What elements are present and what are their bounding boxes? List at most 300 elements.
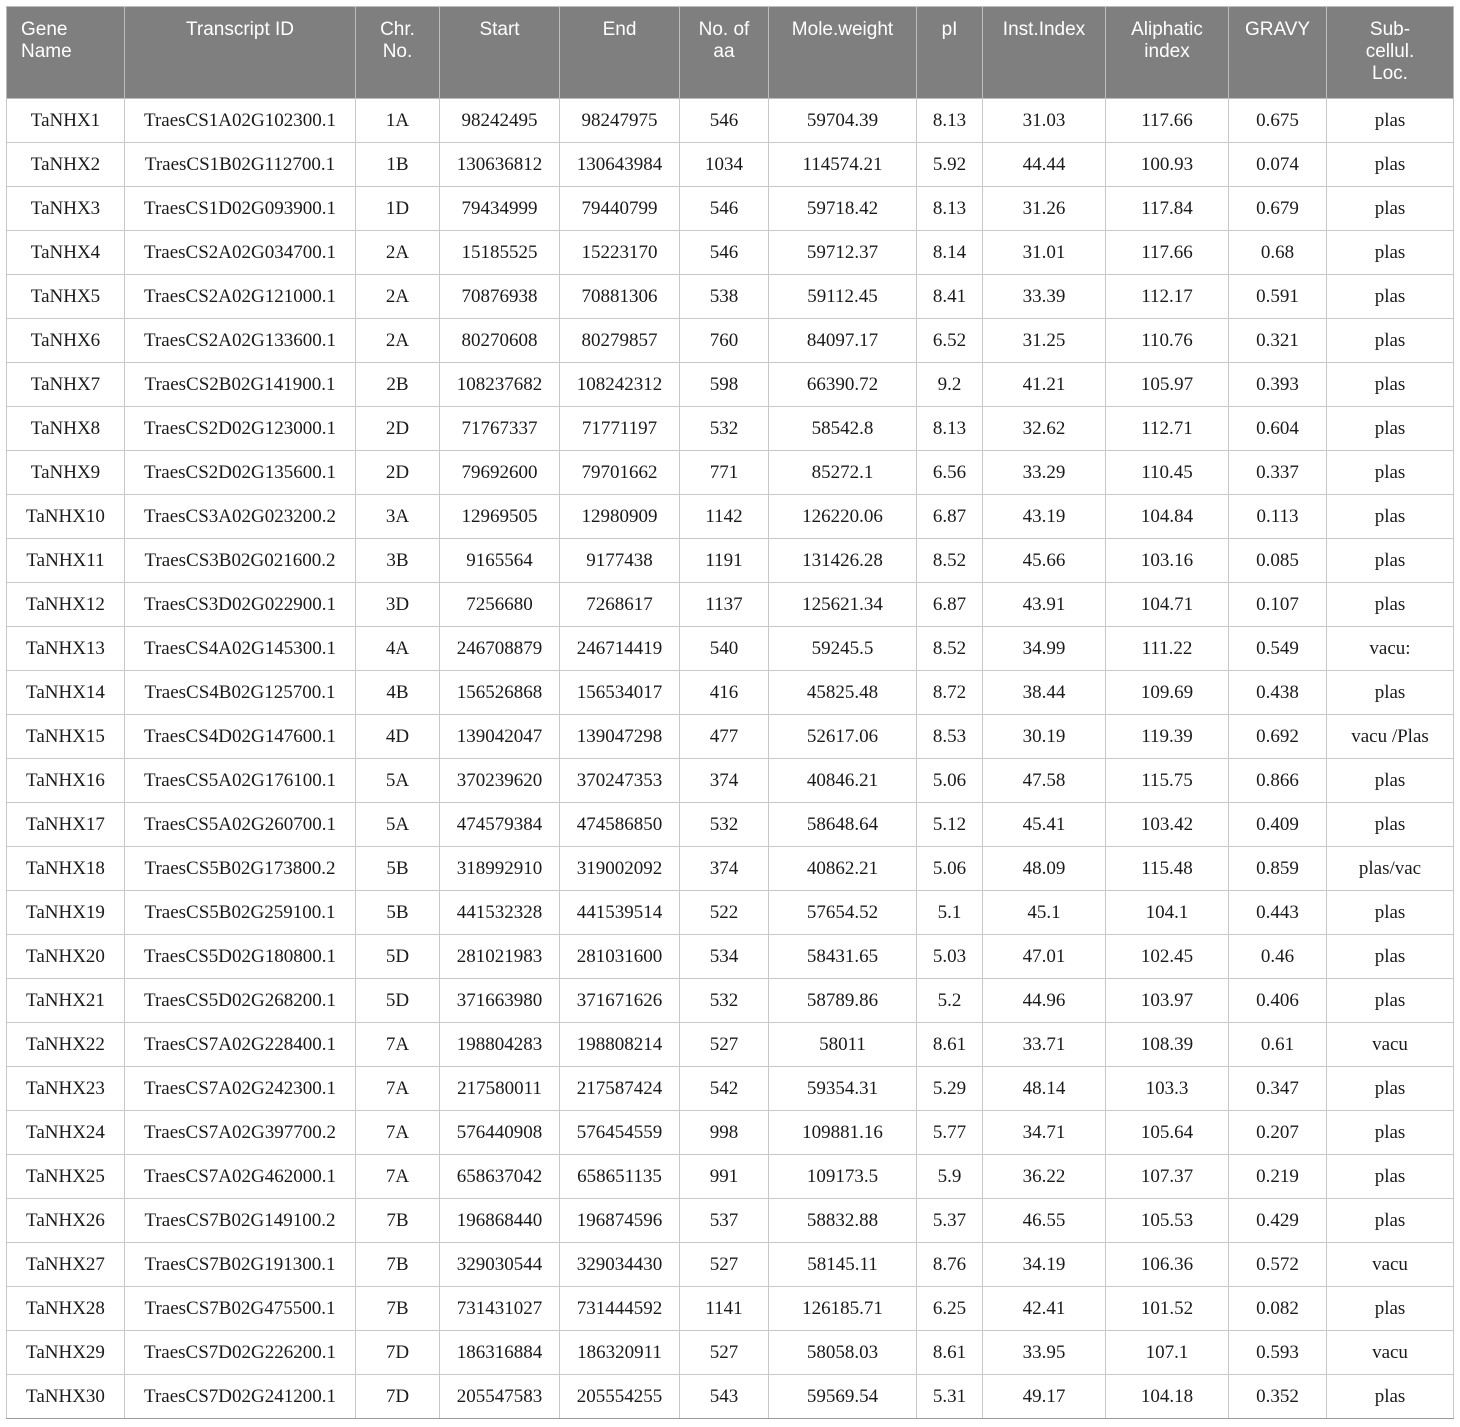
inst-index-cell: 45.66 [983,539,1106,583]
gravy-cell: 0.219 [1229,1155,1327,1199]
pi-cell: 5.2 [917,979,983,1023]
inst-index-cell: 47.58 [983,759,1106,803]
end-cell: 7268617 [560,583,680,627]
transcript-id-cell: TraesCS7B02G149100.2 [125,1199,356,1243]
header-no-of-aa: No. of aa [680,7,769,99]
gene-name-cell: TaNHX7 [7,363,125,407]
inst-index-cell: 30.19 [983,715,1106,759]
gene-name-cell: TaNHX18 [7,847,125,891]
gene-name-cell: TaNHX16 [7,759,125,803]
gene-name-cell: TaNHX29 [7,1331,125,1375]
chr-no-cell: 4A [356,627,440,671]
aa-count-cell: 527 [680,1023,769,1067]
gene-name-cell: TaNHX21 [7,979,125,1023]
pi-cell: 8.14 [917,231,983,275]
aliphatic-index-cell: 104.18 [1106,1375,1229,1419]
table-row [7,1155,1454,1199]
mole-weight-cell: 126220.06 [769,495,917,539]
aa-count-cell: 543 [680,1375,769,1419]
aa-count-cell: 991 [680,1155,769,1199]
transcript-id-cell: TraesCS1A02G102300.1 [125,99,356,143]
inst-index-cell: 45.41 [983,803,1106,847]
gravy-cell: 0.438 [1229,671,1327,715]
mole-weight-cell: 59112.45 [769,275,917,319]
transcript-id-cell: TraesCS7B02G475500.1 [125,1287,356,1331]
start-cell: 70876938 [440,275,560,319]
pi-cell: 8.76 [917,1243,983,1287]
gene-name-cell: TaNHX15 [7,715,125,759]
gravy-cell: 0.113 [1229,495,1327,539]
end-cell: 576454559 [560,1111,680,1155]
start-cell: 108237682 [440,363,560,407]
pi-cell: 5.12 [917,803,983,847]
table-row [7,451,1454,495]
pi-cell: 5.92 [917,143,983,187]
inst-index-cell: 31.26 [983,187,1106,231]
header-start: Start [440,7,560,99]
subcellular-loc-cell: plas [1327,275,1454,319]
mole-weight-cell: 52617.06 [769,715,917,759]
pi-cell: 8.72 [917,671,983,715]
aliphatic-index-cell: 105.53 [1106,1199,1229,1243]
end-cell: 196874596 [560,1199,680,1243]
chr-no-cell: 4D [356,715,440,759]
end-cell: 98247975 [560,99,680,143]
pi-cell: 6.25 [917,1287,983,1331]
subcellular-loc-cell: vacu [1327,1243,1454,1287]
table-row [7,979,1454,1023]
inst-index-cell: 36.22 [983,1155,1106,1199]
transcript-id-cell: TraesCS3A02G023200.2 [125,495,356,539]
inst-index-cell: 31.25 [983,319,1106,363]
pi-cell: 8.53 [917,715,983,759]
chr-no-cell: 2A [356,319,440,363]
header-row [7,7,1454,99]
inst-index-cell: 31.01 [983,231,1106,275]
table-row [7,935,1454,979]
aliphatic-index-cell: 100.93 [1106,143,1229,187]
transcript-id-cell: TraesCS2A02G034700.1 [125,231,356,275]
mole-weight-cell: 59354.31 [769,1067,917,1111]
gravy-cell: 0.207 [1229,1111,1327,1155]
transcript-id-cell: TraesCS2A02G121000.1 [125,275,356,319]
mole-weight-cell: 109173.5 [769,1155,917,1199]
gravy-cell: 0.675 [1229,99,1327,143]
gravy-cell: 0.352 [1229,1375,1327,1419]
gravy-cell: 0.347 [1229,1067,1327,1111]
gravy-cell: 0.46 [1229,935,1327,979]
end-cell: 15223170 [560,231,680,275]
aa-count-cell: 534 [680,935,769,979]
end-cell: 130643984 [560,143,680,187]
pi-cell: 6.56 [917,451,983,495]
table-row [7,1023,1454,1067]
aliphatic-index-cell: 102.45 [1106,935,1229,979]
pi-cell: 8.13 [917,99,983,143]
gravy-cell: 0.61 [1229,1023,1327,1067]
gene-name-cell: TaNHX10 [7,495,125,539]
aliphatic-index-cell: 110.45 [1106,451,1229,495]
aa-count-cell: 1137 [680,583,769,627]
chr-no-cell: 4B [356,671,440,715]
gene-name-cell: TaNHX11 [7,539,125,583]
aliphatic-index-cell: 105.97 [1106,363,1229,407]
pi-cell: 5.03 [917,935,983,979]
inst-index-cell: 49.17 [983,1375,1106,1419]
aliphatic-index-cell: 108.39 [1106,1023,1229,1067]
gravy-cell: 0.406 [1229,979,1327,1023]
start-cell: 246708879 [440,627,560,671]
inst-index-cell: 34.71 [983,1111,1106,1155]
table-row [7,627,1454,671]
start-cell: 130636812 [440,143,560,187]
aliphatic-index-cell: 104.71 [1106,583,1229,627]
chr-no-cell: 2A [356,231,440,275]
chr-no-cell: 5D [356,935,440,979]
start-cell: 12969505 [440,495,560,539]
aa-count-cell: 542 [680,1067,769,1111]
aa-count-cell: 546 [680,231,769,275]
aliphatic-index-cell: 103.97 [1106,979,1229,1023]
transcript-id-cell: TraesCS5D02G268200.1 [125,979,356,1023]
transcript-id-cell: TraesCS1D02G093900.1 [125,187,356,231]
gravy-cell: 0.604 [1229,407,1327,451]
aa-count-cell: 760 [680,319,769,363]
table-row [7,495,1454,539]
aa-count-cell: 532 [680,407,769,451]
gene-name-cell: TaNHX22 [7,1023,125,1067]
table-row [7,715,1454,759]
aliphatic-index-cell: 104.1 [1106,891,1229,935]
inst-index-cell: 33.95 [983,1331,1106,1375]
gravy-cell: 0.393 [1229,363,1327,407]
table-row [7,1111,1454,1155]
aa-count-cell: 527 [680,1331,769,1375]
table-row [7,1331,1454,1375]
start-cell: 318992910 [440,847,560,891]
header-aliphatic-index: Aliphatic index [1106,7,1229,99]
end-cell: 79701662 [560,451,680,495]
gene-name-cell: TaNHX24 [7,1111,125,1155]
start-cell: 371663980 [440,979,560,1023]
mole-weight-cell: 59712.37 [769,231,917,275]
inst-index-cell: 41.21 [983,363,1106,407]
header-gravy: GRAVY [1229,7,1327,99]
aliphatic-index-cell: 103.3 [1106,1067,1229,1111]
pi-cell: 5.1 [917,891,983,935]
pi-cell: 8.52 [917,539,983,583]
pi-cell: 5.31 [917,1375,983,1419]
inst-index-cell: 43.91 [983,583,1106,627]
pi-cell: 5.37 [917,1199,983,1243]
start-cell: 441532328 [440,891,560,935]
gravy-cell: 0.692 [1229,715,1327,759]
gravy-cell: 0.085 [1229,539,1327,583]
inst-index-cell: 33.39 [983,275,1106,319]
mole-weight-cell: 40862.21 [769,847,917,891]
subcellular-loc-cell: plas [1327,803,1454,847]
start-cell: 205547583 [440,1375,560,1419]
subcellular-loc-cell: plas [1327,143,1454,187]
end-cell: 371671626 [560,979,680,1023]
mole-weight-cell: 66390.72 [769,363,917,407]
header-transcript-id: Transcript ID [125,7,356,99]
table-row [7,671,1454,715]
gravy-cell: 0.549 [1229,627,1327,671]
transcript-id-cell: TraesCS2D02G123000.1 [125,407,356,451]
header-gene-name: Gene Name [7,7,125,99]
table-row [7,539,1454,583]
end-cell: 246714419 [560,627,680,671]
mole-weight-cell: 109881.16 [769,1111,917,1155]
gene-name-cell: TaNHX28 [7,1287,125,1331]
mole-weight-cell: 59245.5 [769,627,917,671]
end-cell: 79440799 [560,187,680,231]
inst-index-cell: 48.14 [983,1067,1106,1111]
start-cell: 139042047 [440,715,560,759]
mole-weight-cell: 126185.71 [769,1287,917,1331]
subcellular-loc-cell: plas [1327,1155,1454,1199]
chr-no-cell: 3B [356,539,440,583]
end-cell: 205554255 [560,1375,680,1419]
end-cell: 108242312 [560,363,680,407]
chr-no-cell: 1D [356,187,440,231]
aliphatic-index-cell: 115.48 [1106,847,1229,891]
chr-no-cell: 2D [356,407,440,451]
gravy-cell: 0.409 [1229,803,1327,847]
pi-cell: 8.41 [917,275,983,319]
inst-index-cell: 47.01 [983,935,1106,979]
aliphatic-index-cell: 112.71 [1106,407,1229,451]
chr-no-cell: 7A [356,1067,440,1111]
subcellular-loc-cell: plas/vac [1327,847,1454,891]
start-cell: 576440908 [440,1111,560,1155]
gene-name-cell: TaNHX25 [7,1155,125,1199]
inst-index-cell: 44.44 [983,143,1106,187]
end-cell: 198808214 [560,1023,680,1067]
table-row [7,231,1454,275]
inst-index-cell: 43.19 [983,495,1106,539]
end-cell: 80279857 [560,319,680,363]
transcript-id-cell: TraesCS7D02G241200.1 [125,1375,356,1419]
mole-weight-cell: 114574.21 [769,143,917,187]
inst-index-cell: 34.99 [983,627,1106,671]
aa-count-cell: 537 [680,1199,769,1243]
mole-weight-cell: 59718.42 [769,187,917,231]
end-cell: 70881306 [560,275,680,319]
pi-cell: 8.61 [917,1331,983,1375]
table-row [7,275,1454,319]
chr-no-cell: 7A [356,1155,440,1199]
transcript-id-cell: TraesCS7A02G242300.1 [125,1067,356,1111]
end-cell: 731444592 [560,1287,680,1331]
pi-cell: 8.52 [917,627,983,671]
gene-name-cell: TaNHX1 [7,99,125,143]
aliphatic-index-cell: 103.42 [1106,803,1229,847]
start-cell: 474579384 [440,803,560,847]
end-cell: 12980909 [560,495,680,539]
aa-count-cell: 998 [680,1111,769,1155]
gravy-cell: 0.429 [1229,1199,1327,1243]
transcript-id-cell: TraesCS4A02G145300.1 [125,627,356,671]
end-cell: 370247353 [560,759,680,803]
transcript-id-cell: TraesCS1B02G112700.1 [125,143,356,187]
gene-name-cell: TaNHX26 [7,1199,125,1243]
transcript-id-cell: TraesCS3D02G022900.1 [125,583,356,627]
aliphatic-index-cell: 101.52 [1106,1287,1229,1331]
end-cell: 474586850 [560,803,680,847]
start-cell: 15185525 [440,231,560,275]
mole-weight-cell: 58058.03 [769,1331,917,1375]
gene-name-cell: TaNHX27 [7,1243,125,1287]
aliphatic-index-cell: 105.64 [1106,1111,1229,1155]
inst-index-cell: 33.29 [983,451,1106,495]
aa-count-cell: 522 [680,891,769,935]
pi-cell: 5.06 [917,847,983,891]
start-cell: 217580011 [440,1067,560,1111]
gene-name-cell: TaNHX2 [7,143,125,187]
mole-weight-cell: 59704.39 [769,99,917,143]
aa-count-cell: 546 [680,99,769,143]
header-pi: pI [917,7,983,99]
chr-no-cell: 3A [356,495,440,539]
table-row [7,759,1454,803]
end-cell: 441539514 [560,891,680,935]
mole-weight-cell: 58789.86 [769,979,917,1023]
inst-index-cell: 42.41 [983,1287,1106,1331]
gene-name-cell: TaNHX6 [7,319,125,363]
chr-no-cell: 3D [356,583,440,627]
aliphatic-index-cell: 104.84 [1106,495,1229,539]
pi-cell: 5.77 [917,1111,983,1155]
inst-index-cell: 32.62 [983,407,1106,451]
pi-cell: 6.87 [917,583,983,627]
mole-weight-cell: 58145.11 [769,1243,917,1287]
mole-weight-cell: 125621.34 [769,583,917,627]
transcript-id-cell: TraesCS5B02G173800.2 [125,847,356,891]
transcript-id-cell: TraesCS5A02G260700.1 [125,803,356,847]
transcript-id-cell: TraesCS5A02G176100.1 [125,759,356,803]
gravy-cell: 0.572 [1229,1243,1327,1287]
start-cell: 156526868 [440,671,560,715]
aa-count-cell: 532 [680,979,769,1023]
table-row [7,583,1454,627]
gravy-cell: 0.082 [1229,1287,1327,1331]
aa-count-cell: 598 [680,363,769,407]
end-cell: 658651135 [560,1155,680,1199]
inst-index-cell: 38.44 [983,671,1106,715]
aliphatic-index-cell: 117.66 [1106,231,1229,275]
transcript-id-cell: TraesCS2B02G141900.1 [125,363,356,407]
table-row [7,803,1454,847]
subcellular-loc-cell: plas [1327,451,1454,495]
mole-weight-cell: 40846.21 [769,759,917,803]
aliphatic-index-cell: 111.22 [1106,627,1229,671]
transcript-id-cell: TraesCS2A02G133600.1 [125,319,356,363]
inst-index-cell: 34.19 [983,1243,1106,1287]
table-row [7,1199,1454,1243]
gene-name-cell: TaNHX23 [7,1067,125,1111]
mole-weight-cell: 58431.65 [769,935,917,979]
gravy-cell: 0.859 [1229,847,1327,891]
aa-count-cell: 771 [680,451,769,495]
pi-cell: 9.2 [917,363,983,407]
start-cell: 658637042 [440,1155,560,1199]
aa-count-cell: 532 [680,803,769,847]
table-row [7,407,1454,451]
aliphatic-index-cell: 117.66 [1106,99,1229,143]
gene-name-cell: TaNHX5 [7,275,125,319]
subcellular-loc-cell: plas [1327,583,1454,627]
mole-weight-cell: 58832.88 [769,1199,917,1243]
subcellular-loc-cell: plas [1327,187,1454,231]
subcellular-loc-cell: plas [1327,363,1454,407]
aliphatic-index-cell: 110.76 [1106,319,1229,363]
table-body [7,99,1454,1419]
end-cell: 139047298 [560,715,680,759]
gene-name-cell: TaNHX8 [7,407,125,451]
transcript-id-cell: TraesCS4D02G147600.1 [125,715,356,759]
mole-weight-cell: 58648.64 [769,803,917,847]
subcellular-loc-cell: plas [1327,231,1454,275]
chr-no-cell: 7B [356,1287,440,1331]
end-cell: 186320911 [560,1331,680,1375]
header-end: End [560,7,680,99]
transcript-id-cell: TraesCS7B02G191300.1 [125,1243,356,1287]
start-cell: 71767337 [440,407,560,451]
chr-no-cell: 5A [356,759,440,803]
gravy-cell: 0.321 [1229,319,1327,363]
aa-count-cell: 374 [680,847,769,891]
end-cell: 281031600 [560,935,680,979]
header-chr-no: Chr. No. [356,7,440,99]
subcellular-loc-cell: plas [1327,539,1454,583]
inst-index-cell: 45.1 [983,891,1106,935]
aa-count-cell: 1034 [680,143,769,187]
transcript-id-cell: TraesCS7A02G228400.1 [125,1023,356,1067]
subcellular-loc-cell: vacu: [1327,627,1454,671]
aliphatic-index-cell: 107.1 [1106,1331,1229,1375]
pi-cell: 8.13 [917,187,983,231]
pi-cell: 8.13 [917,407,983,451]
mole-weight-cell: 59569.54 [769,1375,917,1419]
gene-name-cell: TaNHX20 [7,935,125,979]
mole-weight-cell: 58542.8 [769,407,917,451]
table-row [7,847,1454,891]
transcript-id-cell: TraesCS5D02G180800.1 [125,935,356,979]
gravy-cell: 0.443 [1229,891,1327,935]
end-cell: 319002092 [560,847,680,891]
gene-name-cell: TaNHX14 [7,671,125,715]
inst-index-cell: 33.71 [983,1023,1106,1067]
header-subcellular-loc: Sub- cellul. Loc. [1327,7,1454,99]
end-cell: 71771197 [560,407,680,451]
gene-name-cell: TaNHX3 [7,187,125,231]
chr-no-cell: 2D [356,451,440,495]
gravy-cell: 0.337 [1229,451,1327,495]
subcellular-loc-cell: vacu [1327,1023,1454,1067]
gene-name-cell: TaNHX12 [7,583,125,627]
transcript-id-cell: TraesCS7A02G397700.2 [125,1111,356,1155]
aa-count-cell: 540 [680,627,769,671]
aa-count-cell: 477 [680,715,769,759]
table-row [7,1067,1454,1111]
mole-weight-cell: 58011 [769,1023,917,1067]
end-cell: 217587424 [560,1067,680,1111]
pi-cell: 5.06 [917,759,983,803]
start-cell: 7256680 [440,583,560,627]
aliphatic-index-cell: 117.84 [1106,187,1229,231]
